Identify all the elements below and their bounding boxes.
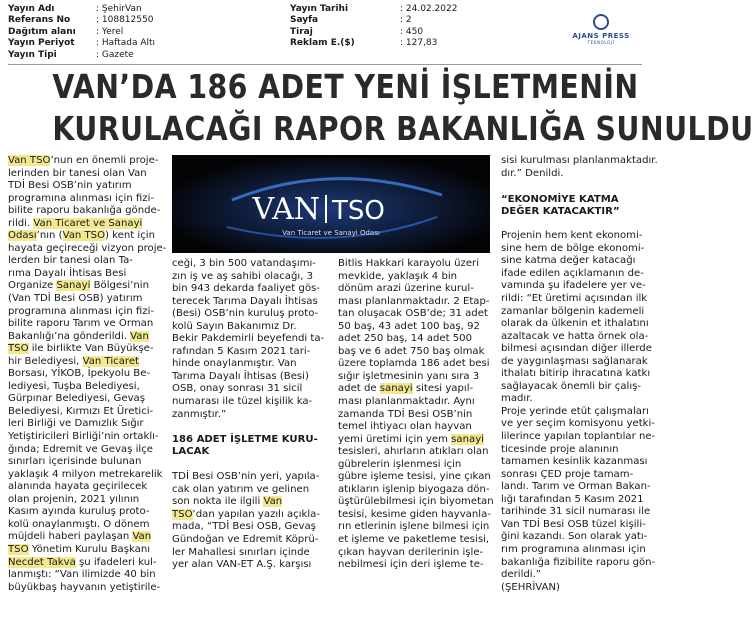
text-segment: bakanlığa fizibilite raporu gön- (501, 556, 656, 568)
text-line (172, 459, 332, 472)
text-line (8, 481, 166, 494)
text-segment: üzere toplamda 186 adet besi (338, 358, 490, 370)
text-segment: lığı tarafından 5 Kasım 2021 (501, 493, 644, 505)
meta-value: : Yerel (96, 26, 124, 37)
text-segment: zanmıştır.” (172, 408, 227, 420)
text-segment: programına alınması için fizi- (8, 192, 155, 204)
meta-row (290, 4, 457, 15)
text-line (338, 471, 494, 484)
text-line (338, 459, 494, 472)
text-segment: Van TDİ Besi OSB tüzel kişili- (501, 518, 646, 530)
text-segment: zamanda TDİ Besi OSB’nin (338, 408, 473, 420)
text-line (338, 371, 494, 384)
text-segment: Yönetim Kurulu Başkanı (28, 543, 151, 555)
meta-value: : 127,83 (400, 38, 438, 49)
subheading-text: LACAK (172, 446, 210, 458)
text-line (8, 343, 166, 356)
text-line (338, 446, 494, 459)
text-segment: ’dan yapılan yazılı açıkla- (192, 508, 320, 520)
photo-tagline: Van Ticaret ve Sanayi Odası (282, 229, 380, 237)
text-segment: Projenin hem kent ekonomi- (501, 230, 643, 242)
text-segment: de yaygınlaşması sağlanarak (501, 355, 648, 367)
headline-line-1: VAN’DA 186 ADET YENİ İŞLETMENİN (52, 67, 639, 106)
article-column-4 (501, 155, 658, 594)
meta-row (8, 27, 155, 38)
text-segment: lediyesi, Tuşba Belediyesi, (8, 380, 140, 392)
text-line (338, 521, 494, 534)
meta-label: Dağıtım alanı (8, 26, 76, 37)
text-segment: sine katma değer katacağı (501, 255, 636, 267)
text-segment: mada, “TDİ Besi OSB, Gevaş (172, 521, 316, 533)
text-segment: Yetiştiricileri Birliği’nin ortaklı- (8, 431, 159, 443)
text-segment: sitesi yapıl- (412, 383, 474, 395)
text-segment: ile birlikte Van Büyükşe- (28, 343, 154, 355)
text-line (8, 368, 166, 381)
text-line (172, 509, 332, 522)
text-line (8, 268, 166, 281)
headline-line-2: KURULACAĞI RAPOR BAKANLIĞA SUNULDU (52, 109, 754, 148)
text-segment: adet de (338, 383, 380, 395)
text-segment: lanmıştı: “Van ilimizde 40 bin (8, 569, 156, 581)
meta-label: Yayın Tarihi (290, 4, 349, 14)
text-segment: cak olan yatırım ve gelinen (172, 483, 310, 495)
text-line (338, 358, 494, 371)
text-segment: sine hem de bölge ekonomi- (501, 242, 645, 254)
text-line (501, 368, 651, 381)
text-line (501, 481, 651, 494)
highlight-term: Van (263, 496, 283, 508)
photo-brand-2: TSO (332, 196, 385, 226)
text-segment: yemi üretimi için yem (338, 433, 452, 445)
logo-sub: TEKNOLOJİ (587, 40, 615, 45)
text-line (501, 293, 647, 306)
text-segment: landı. Tarım ve Orman Bakan- (501, 481, 651, 493)
text-line (338, 333, 494, 346)
text-line (8, 582, 166, 595)
meta-label: Yayın Tipi (8, 49, 57, 60)
van-tso-logo-graphic (172, 155, 490, 253)
text-segment: madır. (501, 393, 533, 405)
text-line (338, 559, 494, 572)
text-segment: Belediyesi, Kırmızı Et Üretici- (8, 405, 154, 417)
highlight-term: Odası (8, 230, 37, 242)
text-line (172, 258, 332, 271)
text-line (172, 534, 332, 547)
van-tso-photo (172, 155, 490, 253)
text-segment: bin 943 dekarda faaliyet gös- (172, 283, 320, 295)
text-line (501, 268, 647, 281)
text-segment: alanında hayata geçirilecek (8, 481, 148, 493)
text-segment: büyükbaş hayvanın yetiştirile- (8, 581, 161, 593)
text-line (501, 193, 647, 206)
text-line (338, 484, 494, 497)
text-line (501, 544, 647, 557)
text-segment: ğini kazandı. Son olarak yatı- (501, 531, 648, 543)
text-line (501, 155, 658, 168)
text-line (8, 293, 166, 306)
text-line (338, 509, 494, 522)
text-line (338, 383, 494, 396)
highlight-term: Van (130, 330, 149, 342)
text-line (8, 356, 166, 369)
text-segment: sığır işletmesinin yanı sıra 3 (338, 370, 480, 382)
text-line (172, 271, 332, 284)
text-line (8, 494, 166, 507)
text-segment: ifade edilen açıklamanın de- (501, 267, 644, 279)
text-segment: hinde onaylanmıştır. Van (172, 358, 297, 370)
meta-value: : 108812550 (96, 15, 154, 26)
text-line (172, 371, 332, 384)
text-line (8, 155, 166, 168)
text-line (8, 180, 166, 193)
highlight-term: Van TSO (62, 230, 106, 242)
text-segment: bilite raporu bakanlığa gönde- (8, 205, 161, 217)
text-line (501, 331, 647, 344)
text-line (8, 393, 166, 406)
text-segment: zamanlar bölgenin kademeli (501, 305, 645, 317)
text-line (501, 393, 647, 406)
text-line (172, 333, 332, 346)
text-segment: ceği, 3 bin 500 vatandaşımı- (172, 258, 316, 269)
text-segment: bilmesi açısından diğer illerde (501, 343, 652, 355)
ajans-press-logo (565, 14, 637, 45)
text-segment: tamamen kesinlik kazanması (501, 456, 648, 468)
text-line (8, 205, 166, 218)
article-column-1 (8, 155, 166, 594)
text-line (8, 418, 166, 431)
text-line (172, 396, 332, 409)
text-line (8, 255, 166, 268)
text-segment: Organize (8, 280, 57, 292)
text-segment: hayata geçireceği vizyon proje- (8, 242, 167, 254)
text-line (501, 418, 655, 431)
text-segment: rildi. (8, 217, 34, 229)
text-segment: vamında şu ifadelere yer ve- (501, 280, 646, 292)
text-segment: rın etlerinin işlene bilmesi için (338, 521, 490, 533)
text-segment: OSB, onay sonrası 31 sicil (172, 383, 303, 395)
meta-value: : 24.02.2022 (400, 4, 458, 14)
text-line (338, 258, 494, 271)
text-segment: Bölgesi’nin (90, 280, 149, 292)
text-segment: bilite raporu Tarım ve Orman (8, 318, 154, 330)
text-line (8, 456, 166, 469)
article-column-3 (338, 258, 494, 572)
text-segment: TDİ Besi OSB’nin yeri, yapıla- (172, 471, 320, 483)
text-segment: tesisleri, ahırların atıkları olan (338, 446, 489, 458)
subheading-text: “EKONOMİYE KATMA (501, 193, 619, 205)
text-segment: şu ifadeleri kul- (75, 556, 157, 568)
text-line (501, 381, 647, 394)
text-segment: lerinden bir tanesi olan Van (8, 167, 147, 179)
text-segment: çıkan hayvan derilerinin işle- (338, 546, 484, 558)
text-segment: dır.” Denildi. (501, 167, 564, 179)
meta-value: : Gazete (96, 49, 134, 60)
highlight-term: Van (132, 531, 152, 543)
text-segment: Kasım ayında kuruluş proto- (8, 506, 150, 518)
text-line (501, 280, 647, 293)
text-line (8, 331, 166, 344)
text-line (338, 421, 494, 434)
text-line (338, 296, 494, 309)
text-line (501, 444, 647, 457)
text-segment: rım programına alınması için (501, 543, 646, 555)
text-line (501, 456, 647, 469)
text-segment: rafından 5 Kasım 2021 tari- (172, 345, 311, 357)
text-line (172, 484, 332, 497)
subheading-text: 186 ADET İŞLETME KURU- (172, 433, 318, 445)
text-segment: zın iş ve aş sahibi olacağı, 3 (172, 270, 314, 282)
text-segment: Proje yerinde etüt çalışmaları (501, 405, 649, 417)
header-rule (8, 64, 642, 65)
text-line (338, 496, 494, 509)
text-segment: (Van TDİ Besi OSB) yatırım (8, 293, 143, 305)
text-line (8, 519, 166, 532)
text-segment: adet 250 baş, 14 adet 500 (338, 333, 472, 345)
text-line (172, 547, 332, 560)
text-line (501, 230, 647, 243)
text-line (8, 406, 166, 419)
text-segment: baş ve 6 adet 750 baş olmak (338, 345, 485, 357)
text-line (8, 318, 166, 331)
text-segment: tarihinde 31 sicil numarası ile (501, 506, 651, 518)
text-line (501, 506, 651, 519)
text-segment: derildi.” (501, 569, 542, 581)
text-line (8, 218, 166, 231)
text-line (501, 205, 647, 218)
text-segment: nebilmesi için deri işleme te- (338, 559, 484, 571)
text-segment: rildi: “Et üretimi açısından ilk (501, 293, 648, 305)
text-segment: terecek Tarıma Dayalı İhtisas (172, 295, 318, 307)
meta-value: : 450 (400, 26, 424, 37)
text-line (338, 409, 494, 422)
article-column-2 (172, 258, 332, 572)
text-segment: Gündoğan ve Edremit Köprü- (172, 534, 319, 546)
logo-mark-icon (593, 14, 609, 30)
text-segment: sınırları içerisinde bulunan (8, 456, 142, 468)
text-segment: TDİ Besi OSB’nin yatırım (8, 180, 132, 192)
text-line (8, 569, 166, 582)
text-segment: sağlayacak önemli bir çalış- (501, 380, 642, 392)
text-line (501, 255, 647, 268)
meta-row (8, 4, 155, 15)
text-line (501, 431, 656, 444)
text-segment: gübre işleme tesisi, yine çıkan (338, 471, 491, 483)
text-line (501, 519, 647, 532)
text-line (8, 444, 166, 457)
text-segment: olan projenin, 2021 yılının (8, 493, 140, 505)
meta-label: Reklam E.($) (290, 38, 355, 49)
text-segment: tan oluşacak OSB’de; 31 adet (338, 308, 488, 320)
highlight-term: Van Ticaret (82, 355, 139, 367)
text-segment: (Besi) OSB’nin kuruluş proto- (172, 308, 319, 320)
meta-row (8, 15, 155, 26)
meta-right (290, 4, 457, 50)
text-line (172, 383, 332, 396)
meta-label: Tiraj (290, 26, 313, 37)
text-line (8, 280, 166, 293)
text-segment: üştürülebilmesi için biyometan (338, 496, 494, 508)
text-segment: Gürpınar Belediyesi, Gevaş (8, 393, 145, 405)
meta-row (8, 38, 155, 49)
text-line (501, 356, 647, 369)
meta-label: Yayın Adı (8, 4, 55, 14)
subheading-text: DEĞER KATACAKTIR” (501, 206, 620, 218)
text-segment: ticesinde proje alanının (501, 443, 619, 455)
text-segment: gübrelerin işlenmesi için (338, 458, 462, 470)
text-segment: ması planlanmaktadır. Aynı (338, 396, 475, 408)
text-segment: ) kent için (105, 230, 155, 242)
text-line (501, 343, 652, 356)
text-line (8, 381, 166, 394)
text-line (338, 434, 494, 447)
text-segment: ler Mahallesi sınırları içinde (172, 546, 310, 558)
text-line (8, 168, 166, 181)
meta-row (8, 50, 155, 61)
text-line (338, 547, 494, 560)
text-line (172, 434, 332, 447)
text-line (172, 409, 332, 422)
text-segment: müjdeli haberi paylaşan (8, 531, 133, 543)
text-line (172, 308, 332, 321)
highlight-term: Sanayi (56, 280, 91, 292)
text-line (338, 308, 494, 321)
text-line (501, 469, 647, 482)
meta-value: : Haftada Altı (96, 38, 156, 49)
text-line (172, 358, 332, 371)
text-segment: rıma Dayalı İhtisas Besi (8, 267, 127, 279)
meta-left (8, 4, 155, 61)
text-segment: tesisi, kesime giden hayvanla- (338, 508, 491, 520)
text-line (172, 283, 332, 296)
text-line (8, 306, 166, 319)
meta-label: Yayın Periyot (8, 38, 75, 49)
text-segment: son nokta ile ilgili (172, 496, 264, 508)
text-segment: yaklaşık 4 milyon metrekarelik (8, 468, 163, 480)
text-line (8, 243, 166, 256)
text-line (172, 471, 332, 484)
text-line (338, 321, 494, 334)
text-segment: mevkide, yaklaşık 4 bin (338, 270, 458, 282)
highlight-term: sanayi (451, 433, 484, 445)
text-line (501, 569, 647, 582)
text-segment: Bakanlığı’na gönderildi. (8, 330, 131, 342)
text-line (338, 283, 494, 296)
text-line (501, 243, 647, 256)
highlight-term: TSO (8, 343, 29, 355)
text-segment: ithalatı bitirip ihracatına katkı (501, 368, 651, 380)
highlight-term: TSO (8, 543, 29, 555)
text-segment: 50 baş, 43 adet 100 baş, 92 (338, 320, 480, 332)
text-segment: Bitlis Hakkari karayolu üzeri (338, 258, 480, 269)
text-line (501, 218, 647, 231)
text-line (8, 544, 166, 557)
highlight-term: Necdet Takva (8, 556, 76, 568)
meta-row (290, 15, 457, 26)
text-segment: leri Birliği ve Damızlık Sığır (8, 418, 144, 430)
text-line (172, 421, 332, 434)
text-segment: lilerince yapılan toplantılar ne- (501, 431, 656, 443)
text-line (338, 534, 494, 547)
text-line (501, 168, 647, 181)
meta-row (290, 27, 457, 38)
text-line (8, 193, 166, 206)
meta-value: : 2 (400, 15, 412, 26)
text-line (172, 321, 332, 334)
text-segment: temel ihtiyacı olan hayvan (338, 421, 472, 433)
text-line (172, 496, 332, 509)
text-line (172, 521, 332, 534)
text-segment: (ŞEHRİVAN) (501, 581, 560, 593)
meta-label: Sayfa (290, 15, 319, 26)
text-segment: kolü Sayın Bakanımız Dr. (172, 320, 297, 332)
text-segment: programına alınması için fizi- (8, 305, 155, 317)
text-line (501, 318, 647, 331)
text-segment: sisi kurulması planlanmaktadır. (501, 155, 658, 166)
text-line (8, 431, 166, 444)
logo-name: AJANS PRESS (572, 32, 630, 40)
text-segment: ’nun en önemli proje- (50, 155, 159, 166)
text-segment: yer alan VAN-ET A.Ş. karşısı (172, 559, 312, 571)
text-line (8, 506, 166, 519)
text-segment: Bekir Pakdemirli beyefendi ta- (172, 333, 325, 345)
photo-brand: VAN (252, 192, 320, 227)
text-line (501, 494, 647, 507)
highlight-term: Van Ticaret ve Sanayi (33, 217, 143, 229)
text-segment: sonrası ÇED proje tamam- (501, 468, 634, 480)
text-segment: Tarıma Dayalı İhtisas (Besi) (172, 370, 309, 382)
text-segment: dönüm arazi üzerine kurul- (338, 283, 474, 295)
text-segment: atıkların işlenip biyogaza dön- (338, 483, 490, 495)
highlight-term: sanayi (379, 383, 413, 395)
highlight-term: TSO (172, 508, 193, 520)
text-segment: ğında; Edremit ve Gevaş ilçe (8, 443, 153, 455)
meta-row (290, 38, 457, 49)
text-line (501, 406, 647, 419)
text-segment: kolü onaylanmıştı. O dönem (8, 518, 150, 530)
text-segment: olarak da ülkenin et ithalatını (501, 318, 649, 330)
text-line (501, 582, 647, 595)
text-segment: ’nın ( (36, 230, 63, 242)
text-segment: ve yer seçim komisyonu yetki- (501, 418, 655, 430)
text-line (172, 346, 332, 359)
text-segment: et işleme ve paketleme tesisi, (338, 534, 490, 546)
text-line (172, 446, 332, 459)
text-line (8, 469, 166, 482)
text-segment: lerden bir tanesi olan Ta- (8, 255, 133, 267)
text-line (8, 557, 166, 570)
highlight-term: Van TSO (8, 155, 51, 166)
text-line (338, 271, 494, 284)
text-line (8, 230, 166, 243)
text-line (338, 396, 494, 409)
meta-value: : ŞehirVan (96, 4, 142, 14)
text-line (8, 531, 166, 544)
text-line (172, 559, 332, 572)
text-line (338, 346, 494, 359)
text-line (501, 531, 647, 544)
text-segment: Borsası, YİKOB, İpekyolu Be- (8, 368, 151, 380)
text-segment: hir Belediyesi, (8, 355, 83, 367)
text-line (501, 306, 647, 319)
meta-label: Referans No (8, 15, 71, 26)
text-segment: ması planlanmaktadır. 2 Etap- (338, 295, 490, 307)
text-segment: numarası ile tüzel kişilik ka- (172, 396, 313, 408)
text-line (501, 180, 647, 193)
text-line (172, 296, 332, 309)
text-line (501, 556, 656, 570)
text-segment: azaltacak ve hatta örnek ola- (501, 330, 649, 342)
